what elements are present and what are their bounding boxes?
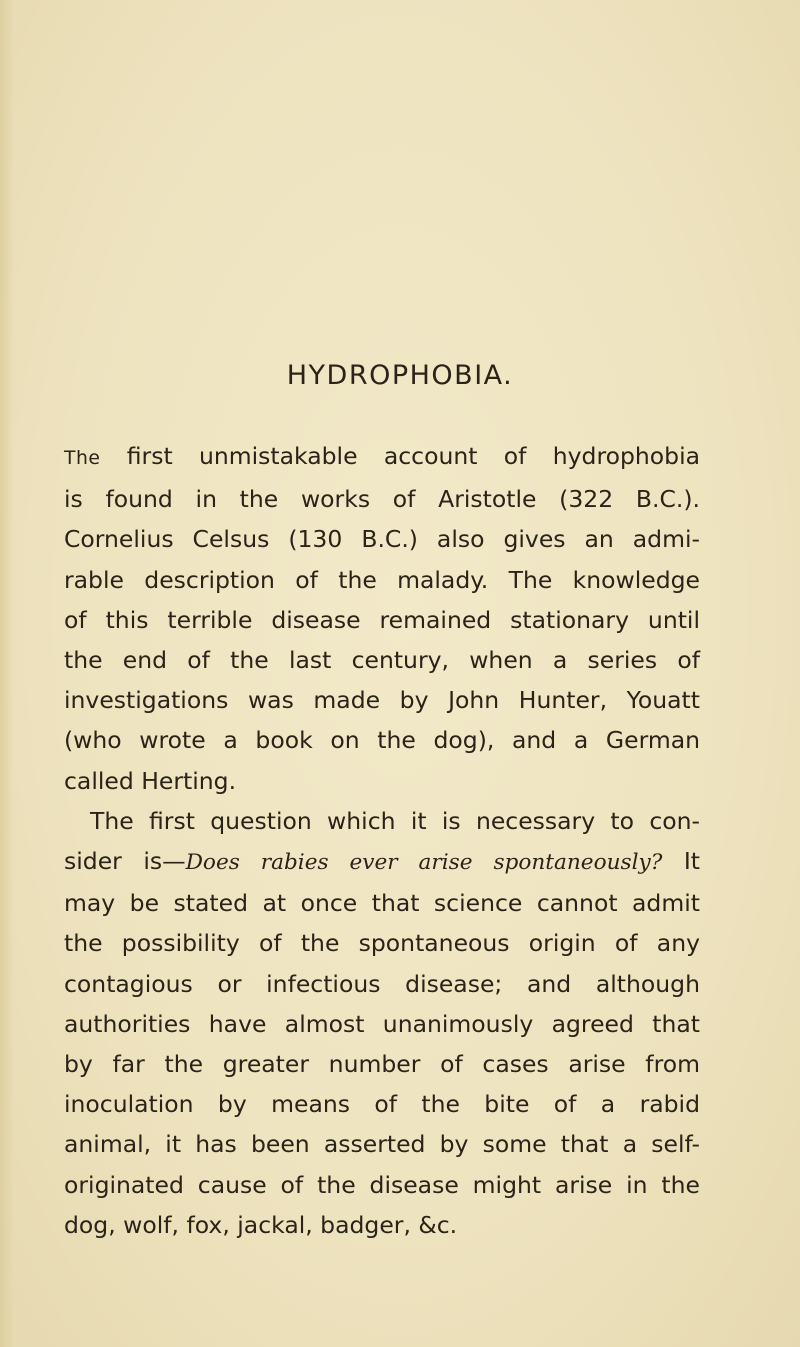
- italic-question: Does rabies ever arise spontaneously?: [185, 850, 663, 876]
- text-line: by far the greater number of cases arise from: [64, 1050, 700, 1079]
- text-line: called Herting.: [64, 766, 237, 795]
- text-line: the possibility of the spontaneous origin of any: [64, 929, 700, 958]
- text-line: rable description of the malady. The knowledge: [64, 565, 700, 594]
- body-text: [64, 436, 700, 1245]
- text-line: may be stated at once that science cannot admit: [64, 889, 700, 918]
- text-line: investigations was made by John Hunter, Youatt: [64, 686, 700, 715]
- text-line: of this terrible disease remained stationary until: [64, 605, 700, 634]
- text-line: originated cause of the disease might arise in the: [64, 1170, 700, 1199]
- text-line: sider is—Does rabies ever arise spontaneously? It: [64, 847, 700, 876]
- text-line: inoculation by means of the bite of a rabid: [64, 1090, 700, 1119]
- page-edge-shadow: [0, 0, 14, 1347]
- small-caps-lead: The: [64, 448, 101, 469]
- text-line: authorities have almost unanimously agreed that: [64, 1009, 700, 1038]
- paragraph-2: [64, 801, 700, 1245]
- text-line: (who wrote a book on the dog), and a German: [64, 726, 700, 755]
- text-line: the end of the last century, when a series of: [64, 646, 700, 675]
- text-line: Cornelius Celsus (130 B.C.) also gives an admi-: [64, 525, 700, 554]
- text-line: The first unmistakable account of hydrophobia: [64, 442, 700, 470]
- text-line: The first question which it is necessary to con-: [90, 806, 700, 835]
- text-line: animal, it has been asserted by some that a self-: [64, 1130, 700, 1159]
- text-line: is found in the works of Aristotle (322 B.C.).: [64, 485, 700, 514]
- text-line: contagious or infectious disease; and although: [64, 969, 700, 998]
- chapter-heading: HYDROPHOBIA.: [286, 360, 514, 391]
- paragraph-1: [64, 436, 700, 801]
- text-line: dog, wolf, fox, jackal, badger, &c.: [64, 1210, 458, 1239]
